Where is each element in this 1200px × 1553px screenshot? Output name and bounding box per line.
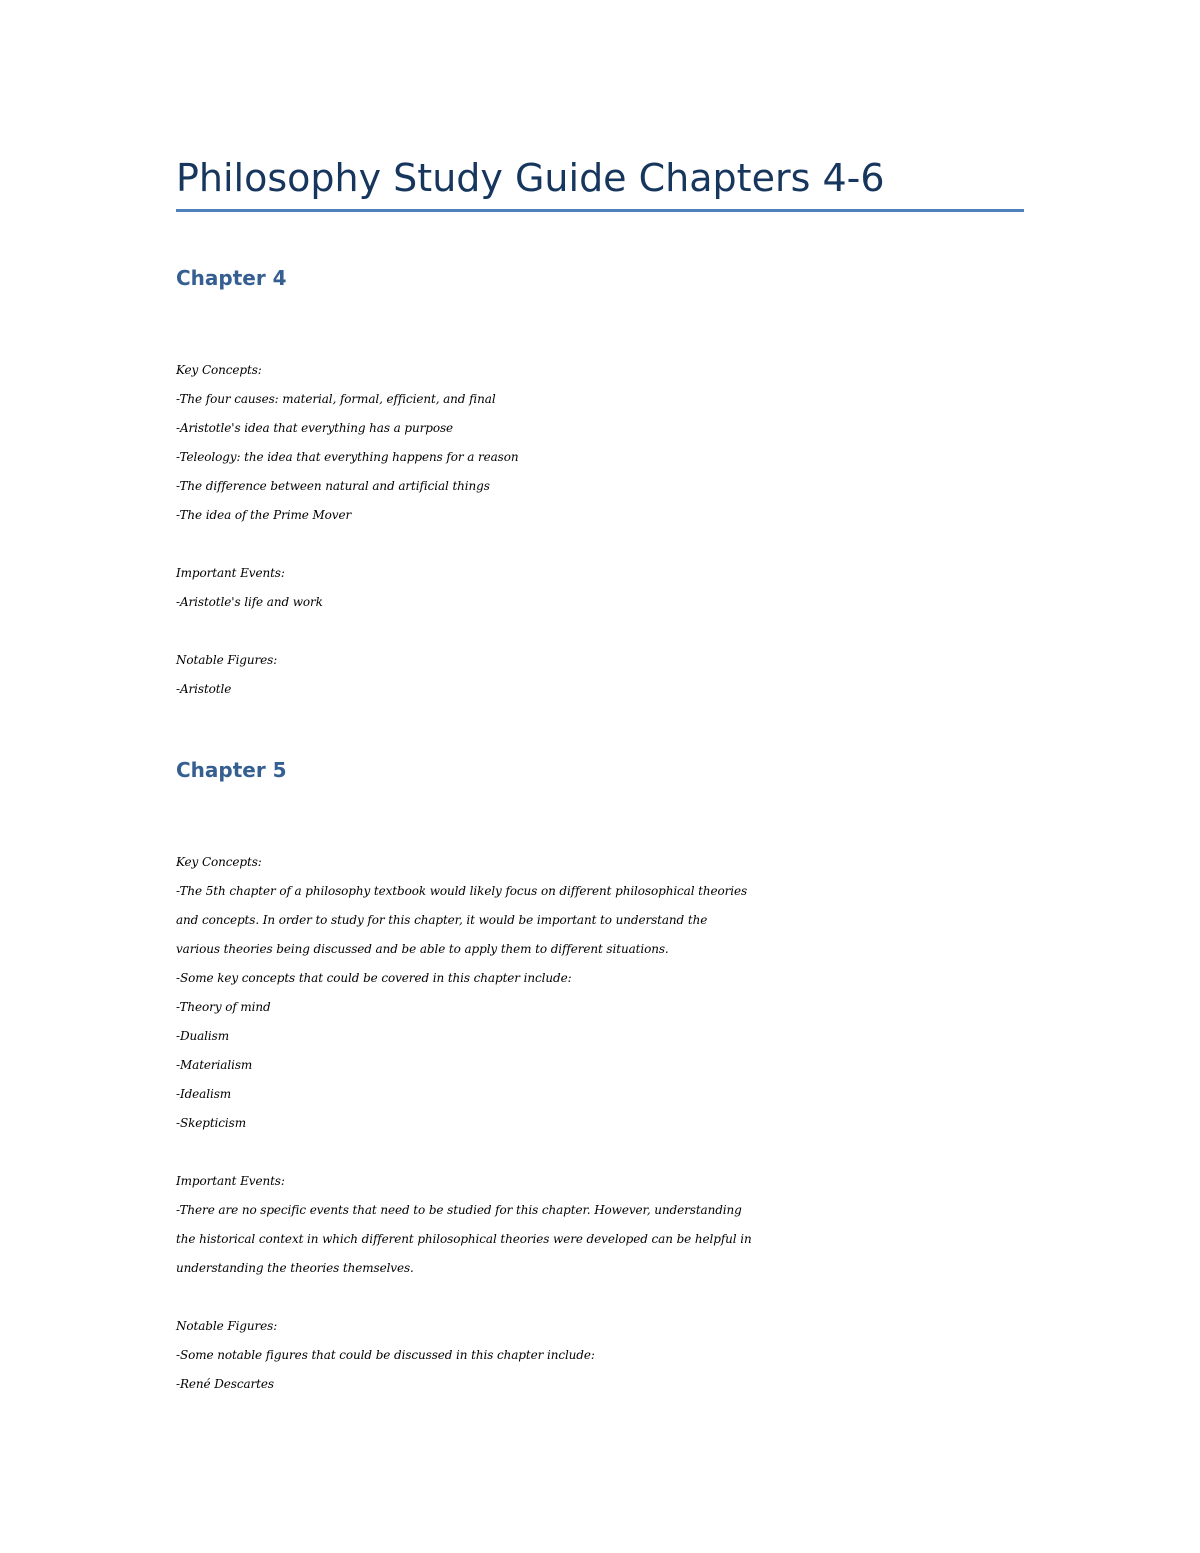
- chapter-4-important-event: -Aristotle's life and work: [176, 595, 323, 609]
- chapter-5-key-concept-line: -Idealism: [176, 1087, 232, 1101]
- chapter-5-notable-figure-line: -René Descartes: [176, 1377, 274, 1391]
- chapter-5-key-concept-line: -Skepticism: [176, 1116, 246, 1130]
- chapter-5-key-concept-line: -Materialism: [176, 1058, 253, 1072]
- chapter-5-key-concept-line: -Dualism: [176, 1029, 229, 1043]
- chapter-5-important-event-line: the historical context in which different philosophical theories were developed can be helpful in: [176, 1232, 752, 1246]
- chapter-4-heading: Chapter 4: [176, 266, 287, 290]
- chapter-5-notable-figure-line: -Some notable figures that could be discussed in this chapter include:: [176, 1348, 595, 1362]
- chapter-4-notable-figures-label: Notable Figures:: [176, 653, 278, 667]
- chapter-4-key-concept: -Teleology: the idea that everything happens for a reason: [176, 450, 519, 464]
- chapter-4-key-concept: -The four causes: material, formal, efficient, and final: [176, 392, 496, 406]
- chapter-5-important-events-label: Important Events:: [176, 1174, 285, 1188]
- chapter-4-notable-figure: -Aristotle: [176, 682, 232, 696]
- chapter-4-key-concept: -Aristotle's idea that everything has a purpose: [176, 421, 454, 435]
- document-title: Philosophy Study Guide Chapters 4-6: [176, 156, 885, 200]
- chapter-5-key-concept-line: -Theory of mind: [176, 1000, 271, 1014]
- chapter-4-key-concept: -The difference between natural and artificial things: [176, 479, 490, 493]
- chapter-5-key-concept-line: -Some key concepts that could be covered in this chapter include:: [176, 971, 572, 985]
- chapter-5-key-concept-line: various theories being discussed and be able to apply them to different situations.: [176, 942, 669, 956]
- chapter-5-key-concept-line: -The 5th chapter of a philosophy textbook would likely focus on different philosophical theories: [176, 884, 748, 898]
- chapter-4-key-concept: -The idea of the Prime Mover: [176, 508, 352, 522]
- title-underline-rule: [176, 209, 1024, 212]
- chapter-5-important-event-line: understanding the theories themselves.: [176, 1261, 414, 1275]
- chapter-5-important-event-line: -There are no specific events that need to be studied for this chapter. However, understanding: [176, 1203, 742, 1217]
- chapter-5-notable-figures-label: Notable Figures:: [176, 1319, 278, 1333]
- chapter-4-important-events-label: Important Events:: [176, 566, 285, 580]
- chapter-5-heading: Chapter 5: [176, 758, 287, 782]
- chapter-5-key-concepts-label: Key Concepts:: [176, 855, 262, 869]
- chapter-5-key-concept-line: and concepts. In order to study for this chapter, it would be important to understand the: [176, 913, 708, 927]
- chapter-4-key-concepts-label: Key Concepts:: [176, 363, 262, 377]
